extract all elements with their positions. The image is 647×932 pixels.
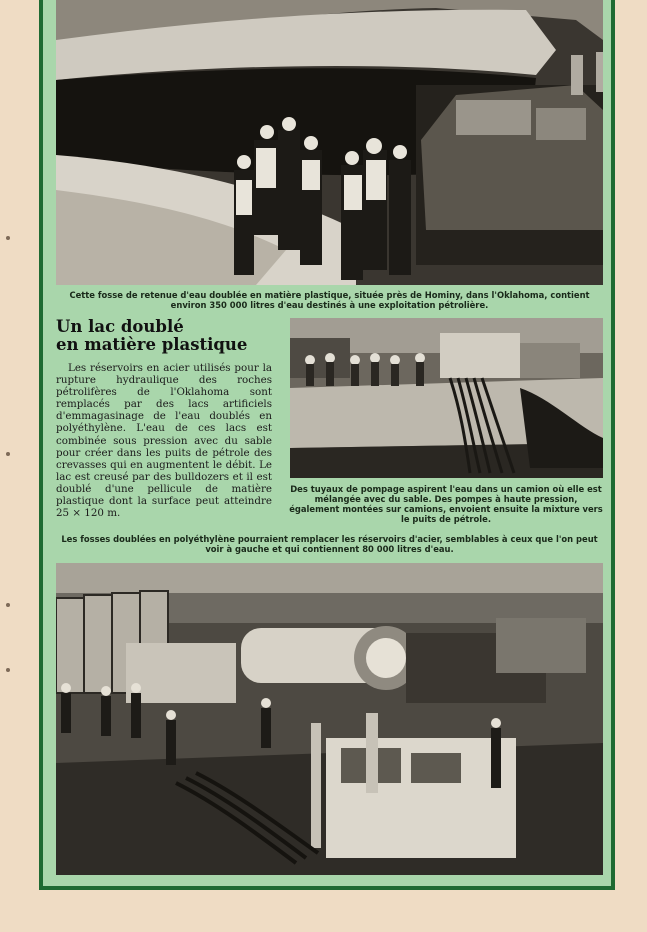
bottom-photo-oilfield-trucks: [56, 563, 603, 875]
heading-line-2: en matière plastique: [56, 335, 248, 354]
binding-hole: [6, 236, 10, 240]
top-photo-caption: Cette fosse de retenue d'eau doublée en matière plastique, située près de Hominy, dans l'Oklahoma, contient environ 350 000 litres d'eau destinés à une exploitation pétrolière.: [69, 290, 590, 310]
binding-hole: [6, 603, 10, 607]
top-photo-water-pit: [56, 0, 603, 285]
pumping-hoses-illustration: [290, 318, 603, 478]
bottom-photo-caption: Les fosses doublées en polyéthylène pourraient remplacer les réservoirs d'acier, semblables à ceux que l'on peut voir à gauche et qui contiennent 80 000 litres d'eau.: [61, 534, 598, 554]
article-body: Les réservoirs en acier utilisés pour la rupture hydraulique des roches pétrolifères de l'Oklahoma sont remplacés par des lacs artificiels d'emmagasinage de l'eau doublés en polyéthylène. L'eau de ces lacs est combinée sous pression avec du sable pour créer dans les puits de pétrole des crevasses qui en augmentent le débit. Le lac est creusé par des bulldozers et il est doublé d'une pellicule de matière plastique dont la surface peut atteindre 25 × 120 m.: [56, 362, 272, 520]
binding-hole: [6, 668, 10, 672]
oilfield-trucks-illustration: [56, 563, 603, 875]
water-pit-illustration: [56, 0, 603, 285]
middle-photo-caption: Des tuyaux de pompage aspirent l'eau dans un camion où elle est mélangée avec du sable. Des pompes à haute pression, également montées sur camions, envoient ensuite la mixture vers le puits de pétrole.: [289, 484, 603, 524]
middle-photo-pumping-hoses: [290, 318, 603, 478]
heading-line-1: Un lac doublé: [56, 317, 184, 336]
article-heading: [56, 318, 286, 354]
binding-hole: [6, 452, 10, 456]
